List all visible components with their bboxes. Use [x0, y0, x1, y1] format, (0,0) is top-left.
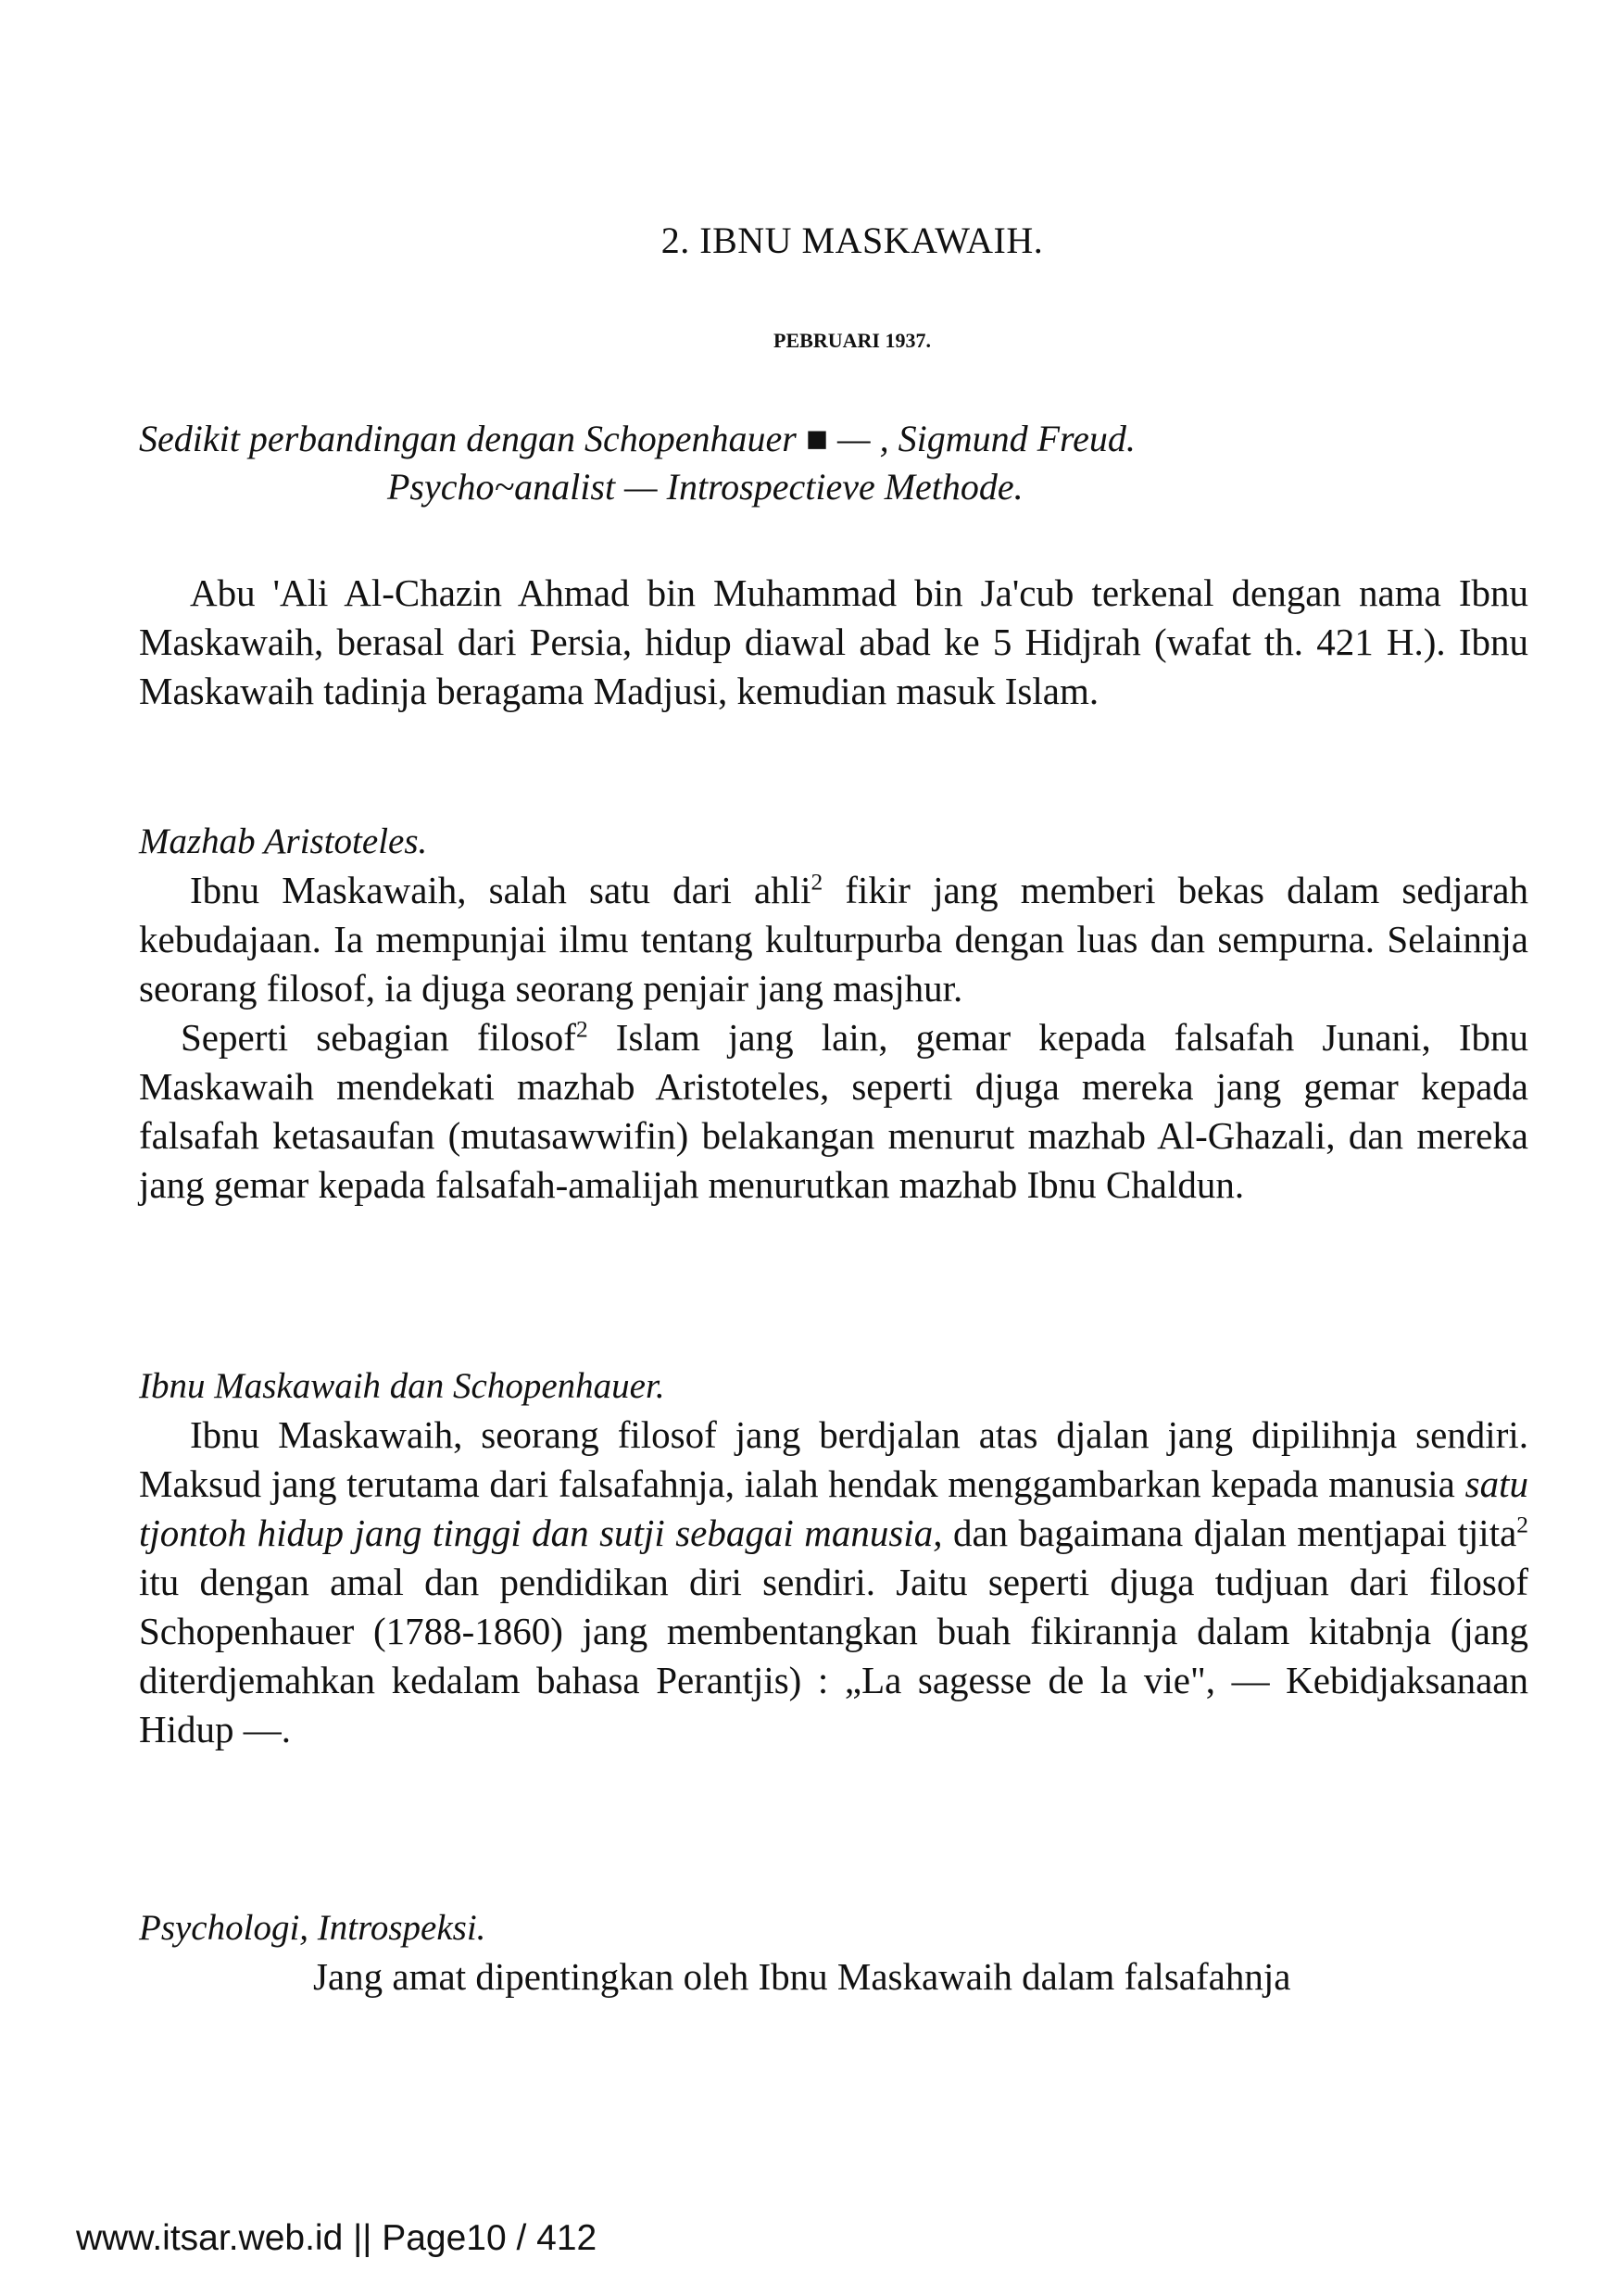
aristoteles-p1-text-b: fikir jang memberi bekas dalam sedjarah kebudajaan. Ia mempunjai ilmu tentang kulturpurba dengan luas dan sempurna. Selainnja seorang filosof, ia djuga seorang penjair jang masjhur.: [139, 869, 1528, 1010]
aristoteles-section: [139, 817, 1528, 1210]
psychologi-section: [139, 1903, 1528, 2001]
chapter-subtitle: [139, 415, 1528, 511]
chapter-title: 2. IBNU MASKAWAIH.: [660, 220, 1044, 261]
schopenhauer-heading: Ibnu Maskawaih dan Schopenhauer.: [139, 1366, 665, 1406]
aristoteles-p2-text-b: Islam jang lain, gemar kepada falsafah Junani, Ibnu Maskawaih mendekati mazhab Aristoteles, seperti djuga mereka jang gemar kepada falsafah ketasaufan (mutasawwifin) belakangan menurut mazhab Al-Ghazali, dan mereka jang gemar kepada falsafah-amalijah menurutkan mazhab Ibnu Chaldun.: [139, 1016, 1529, 1206]
chapter-date: PEBRUARI 1937.: [773, 329, 931, 352]
intro-section: [139, 569, 1528, 716]
aristoteles-p1-text-a: Ibnu Maskawaih, salah satu dari ahli: [190, 869, 811, 911]
schopenhauer-text-a: Ibnu Maskawaih, seorang filosof jang berdjalan atas djalan jang dipilihnja sendiri. Maksud jang terutama dari falsafahnja, ialah hendak menggambarkan kepada manusia: [139, 1413, 1528, 1505]
schopenhauer-text-c: itu dengan amal dan pendidikan diri sendiri. Jaitu seperti djuga tudjuan dari filosof Schopenhauer (1788-1860) jang membentangkan buah fikirannja dalam kitabnja (jang diterdjemahkan kedalam bahasa Perantjis) : „La sagesse de la vie", — Kebidjaksanaan Hidup —.: [139, 1561, 1528, 1750]
intro-paragraph: Abu 'Ali Al-Chazin Ahmad bin Muhammad bin Ja'cub terkenal dengan nama Ibnu Maskawaih, berasal dari Persia, hidup diawal abad ke 5 Hidjrah (wafat th. 421 H.). Ibnu Maskawaih tadinja beragama Madjusi, kemudian masuk Islam.: [139, 571, 1528, 712]
aristoteles-p1-superscript: 2: [810, 869, 823, 896]
schopenhauer-superscript: 2: [1516, 1512, 1528, 1538]
aristoteles-paragraph-1: [139, 866, 1528, 1013]
subtitle-line-1: Sedikit perbandingan dengan Schopenhauer ■ — , Sigmund Freud.: [139, 418, 1136, 459]
schopenhauer-section: [139, 1361, 1528, 1754]
schopenhauer-text-b: dan bagaimana djalan mentjapai tjita: [942, 1512, 1517, 1554]
subtitle-line-2: Psycho~analist — Introspectieve Methode.: [387, 466, 1024, 508]
aristoteles-heading: Mazhab Aristoteles.: [139, 822, 428, 861]
aristoteles-p2-superscript: 2: [575, 1016, 588, 1043]
psychologi-heading: Psychologi, Introspeksi.: [139, 1908, 486, 1948]
page-footer: www.itsar.web.id || Page10 / 412: [76, 2218, 597, 2258]
psychologi-paragraph: Jang amat dipentingkan oleh Ibnu Maskawaih dalam falsafahnja: [313, 1955, 1291, 1998]
schopenhauer-paragraph: [139, 1411, 1528, 1754]
aristoteles-paragraph-2: [139, 1013, 1528, 1210]
aristoteles-p2-text-a: Seperti sebagian filosof: [181, 1016, 576, 1059]
schopenhauer-italic-phrase: satu tjontoh hidup jang tinggi dan sutji sebagai manusia,: [139, 1462, 1528, 1554]
